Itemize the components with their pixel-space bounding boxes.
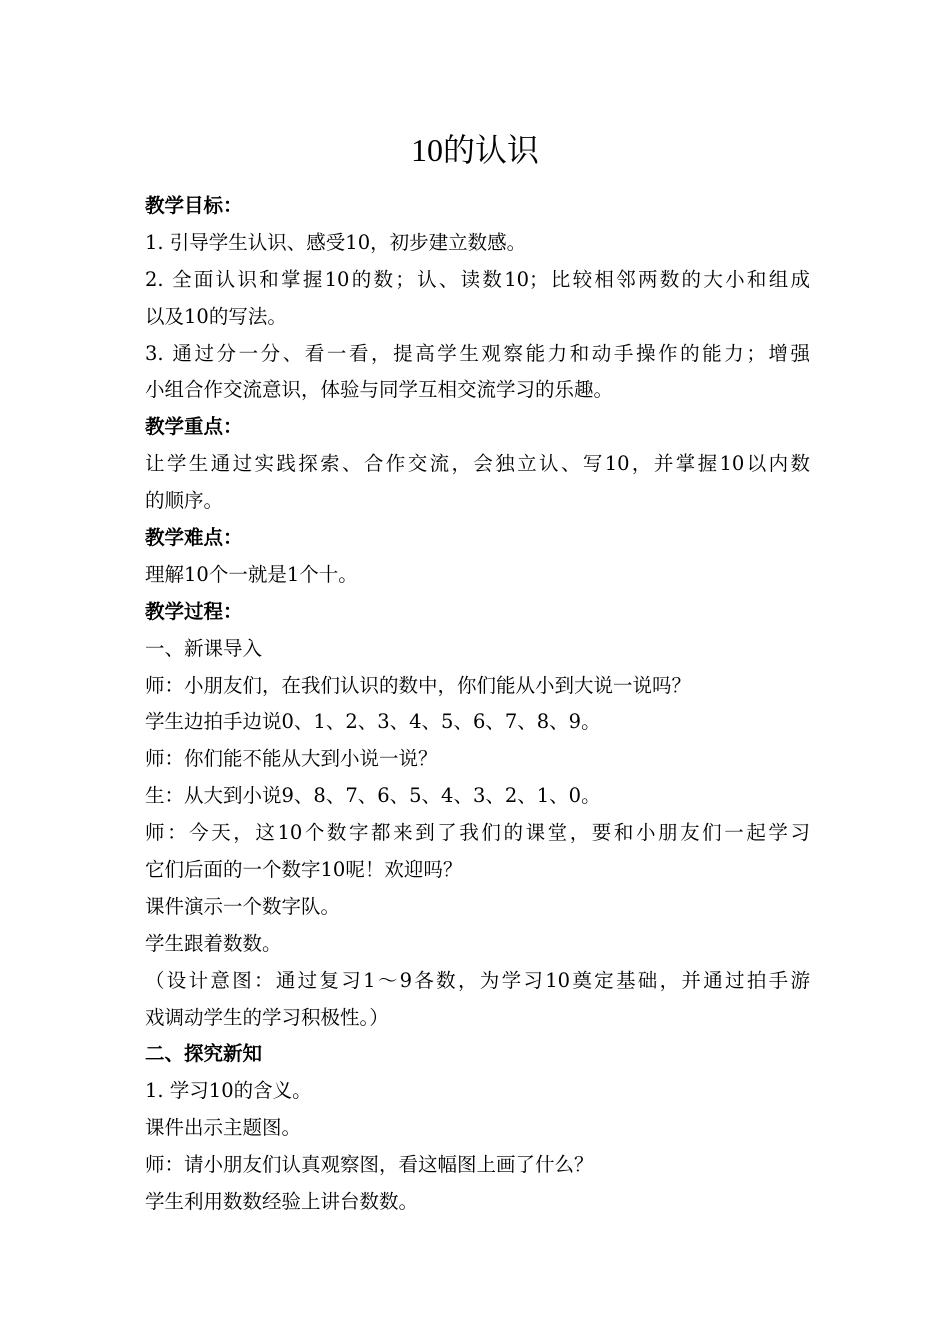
text-line: 师：今天，这10个数字都来到了我们的课堂，要和小朋友们一起学习 (145, 821, 810, 845)
text-line: 戏调动学生的学习积极性。） (145, 1005, 389, 1029)
text-line: 学生利用数数经验上讲台数数。 (145, 1190, 419, 1214)
text-line: 一、新课导入 (145, 636, 263, 660)
document-title: 10的认识 (410, 132, 539, 168)
text-line: 生：从大到小说9、8、7、6、5、4、3、2、1、0。 (145, 784, 601, 808)
section-heading: 教学难点： (145, 526, 243, 550)
section-heading: 教学目标： (145, 194, 243, 217)
section-heading: 二、探究新知 (145, 1042, 263, 1066)
document-body (145, 188, 810, 1221)
text-line: 让学生通过实践探索、合作交流，会独立认、写10，并掌握10以内数 (145, 452, 810, 476)
text-line: 课件出示主题图。 (145, 1116, 302, 1140)
text-line: 师：你们能不能从大到小说一说？ (145, 747, 438, 771)
section-heading: 教学重点： (145, 415, 243, 439)
text-line: 理解10个一就是1个十。 (145, 562, 358, 586)
text-line: 2. 全面认识和掌握10的数；认、读数10；比较相邻两数的大小和组成 (145, 267, 810, 291)
text-line: 1. 引导学生认识、感受10，初步建立数感。 (145, 230, 527, 254)
text-line: 学生跟着数数。 (145, 931, 282, 955)
text-line: 课件演示一个数字队。 (145, 894, 341, 918)
text-line: 学生边拍手边说0、1、2、3、4、5、6、7、8、9。 (145, 710, 601, 734)
text-line: 它们后面的一个数字10呢！欢迎吗？ (145, 858, 463, 882)
section-heading: 教学过程： (145, 599, 243, 623)
text-line: 的顺序。 (145, 489, 224, 513)
text-line: 小组合作交流意识，体验与同学互相交流学习的乐趣。 (145, 378, 614, 402)
text-line: 师：小朋友们，在我们认识的数中，你们能从小到大说一说吗？ (145, 673, 692, 697)
text-line: 3. 通过分一分、看一看，提高学生观察能力和动手操作的能力；增强 (145, 341, 810, 365)
text-line: 1. 学习10的含义。 (145, 1079, 312, 1103)
text-line: 师：请小朋友们认真观察图，看这幅图上画了什么？ (145, 1153, 594, 1177)
text-line: （设计意图：通过复习1～9各数，为学习10奠定基础，并通过拍手游 (145, 968, 810, 992)
text-line: 以及10的写法。 (145, 304, 287, 328)
